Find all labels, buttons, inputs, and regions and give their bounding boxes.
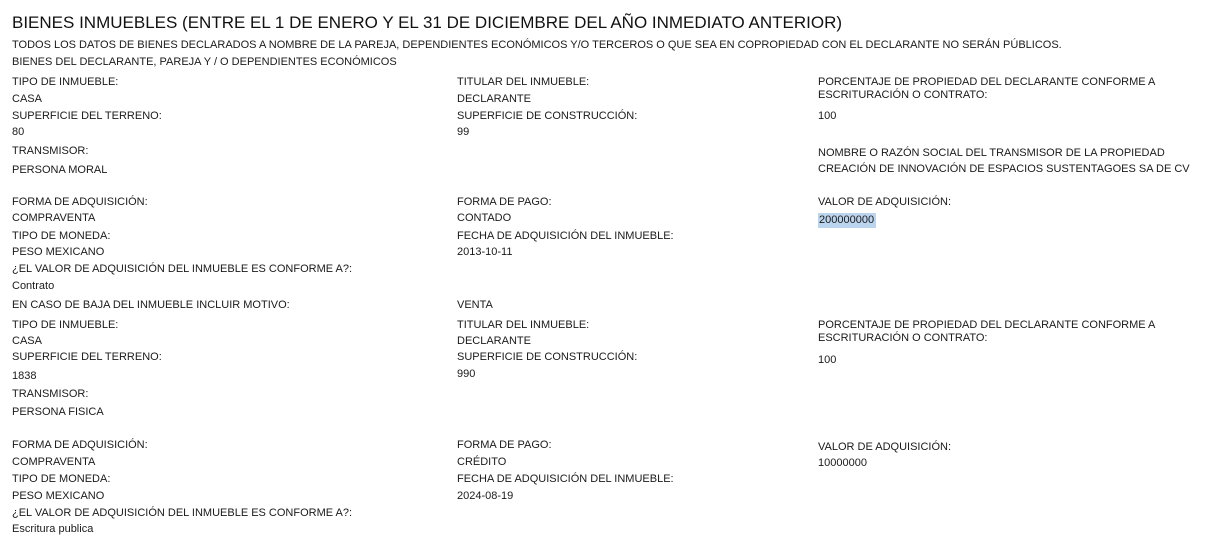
value-transmisor: PERSONA FISICA <box>12 406 104 418</box>
value-tipo-inmueble: CASA <box>12 93 42 105</box>
label-nombre-transmisor: NOMBRE O RAZÓN SOCIAL DEL TRANSMISOR DE LA PROPIEDAD <box>818 147 1165 159</box>
value-fecha-adquisicion: 2013-10-11 <box>457 246 513 258</box>
label-forma-adquisicion: FORMA DE ADQUISICIÓN: <box>12 439 148 451</box>
label-baja-motivo: EN CASO DE BAJA DEL INMUEBLE INCLUIR MOTIVO: <box>12 299 290 311</box>
value-porcentaje: 100 <box>818 354 837 366</box>
label-fecha-adquisicion: FECHA DE ADQUISICIÓN DEL INMUEBLE: <box>457 230 674 242</box>
label-porcentaje-line2: ESCRITURACIÓN O CONTRATO: <box>818 332 988 344</box>
label-porcentaje-line1: PORCENTAJE DE PROPIEDAD DEL DECLARANTE CONFORME A <box>818 76 1156 88</box>
value-sup-terreno: 80 <box>12 126 25 138</box>
privacy-notice: TODOS LOS DATOS DE BIENES DECLARADOS A NOMBRE DE LA PAREJA, DEPENDIENTES ECONÓMICOS Y/O TERCEROS O QUE SEA EN COPROPIEDAD CON EL DECLARANTE NO SERÁN PÚBLICOS. <box>12 39 1062 51</box>
value-titular: DECLARANTE <box>457 335 531 347</box>
label-valor-adquisicion: VALOR DE ADQUISICIÓN: <box>818 196 952 208</box>
label-titular: TITULAR DEL INMUEBLE: <box>457 319 590 331</box>
value-sup-terreno: 1838 <box>12 370 37 382</box>
label-forma-pago: FORMA DE PAGO: <box>457 439 552 451</box>
subsection-title: BIENES DEL DECLARANTE, PAREJA Y / O DEPENDIENTES ECONÓMICOS <box>12 56 397 68</box>
label-tipo-moneda: TIPO DE MONEDA: <box>12 473 111 485</box>
label-tipo-moneda: TIPO DE MONEDA: <box>12 230 111 242</box>
section-title: BIENES INMUEBLES (ENTRE EL 1 DE ENERO Y EL 31 DE DICIEMBRE DEL AÑO INMEDIATO ANTERIOR) <box>12 13 843 32</box>
value-forma-pago: CRÉDITO <box>457 456 507 468</box>
label-porcentaje-line2: ESCRITURACIÓN O CONTRATO: <box>818 89 988 101</box>
value-valor-adquisicion: 200000000 <box>819 214 875 226</box>
value-forma-adquisicion: COMPRAVENTA <box>12 456 96 468</box>
value-forma-adquisicion: COMPRAVENTA <box>12 212 96 224</box>
value-sup-construccion: 99 <box>457 126 470 138</box>
value-porcentaje: 100 <box>818 110 837 122</box>
label-conforme: ¿EL VALOR DE ADQUISICIÓN DEL INMUEBLE ES CONFORME A?: <box>12 507 353 519</box>
label-sup-construccion: SUPERFICIE DE CONSTRUCCIÓN: <box>457 351 638 363</box>
value-forma-pago: CONTADO <box>457 212 512 224</box>
label-fecha-adquisicion: FECHA DE ADQUISICIÓN DEL INMUEBLE: <box>457 473 674 485</box>
label-valor-adquisicion: VALOR DE ADQUISICIÓN: <box>818 441 952 453</box>
value-transmisor: PERSONA MORAL <box>12 164 108 176</box>
label-sup-terreno: SUPERFICIE DEL TERRENO: <box>12 110 162 122</box>
value-nombre-transmisor: CREACIÓN DE INNOVACIÓN DE ESPACIOS SUSTENTAGOES SA DE CV <box>818 163 1190 175</box>
value-conforme: Escritura publica <box>12 523 94 535</box>
value-sup-construccion: 990 <box>457 368 476 380</box>
value-fecha-adquisicion: 2024-08-19 <box>457 490 514 502</box>
value-tipo-inmueble: CASA <box>12 335 42 347</box>
value-baja-motivo: VENTA <box>457 299 493 311</box>
label-forma-pago: FORMA DE PAGO: <box>457 196 552 208</box>
label-tipo-inmueble: TIPO DE INMUEBLE: <box>12 76 119 88</box>
label-porcentaje-line1: PORCENTAJE DE PROPIEDAD DEL DECLARANTE CONFORME A <box>818 319 1156 331</box>
label-sup-construccion: SUPERFICIE DE CONSTRUCCIÓN: <box>457 110 638 122</box>
value-titular: DECLARANTE <box>457 93 531 105</box>
value-tipo-moneda: PESO MEXICANO <box>12 490 105 502</box>
value-conforme: Contrato <box>12 280 55 292</box>
label-tipo-inmueble: TIPO DE INMUEBLE: <box>12 319 119 331</box>
label-conforme: ¿EL VALOR DE ADQUISICIÓN DEL INMUEBLE ES CONFORME A?: <box>12 263 353 275</box>
value-valor-adquisicion: 10000000 <box>818 457 867 469</box>
label-forma-adquisicion: FORMA DE ADQUISICIÓN: <box>12 196 148 208</box>
value-tipo-moneda: PESO MEXICANO <box>12 246 105 258</box>
label-transmisor: TRANSMISOR: <box>12 388 89 400</box>
label-transmisor: TRANSMISOR: <box>12 145 89 157</box>
label-sup-terreno: SUPERFICIE DEL TERRENO: <box>12 351 162 363</box>
label-titular: TITULAR DEL INMUEBLE: <box>457 76 590 88</box>
